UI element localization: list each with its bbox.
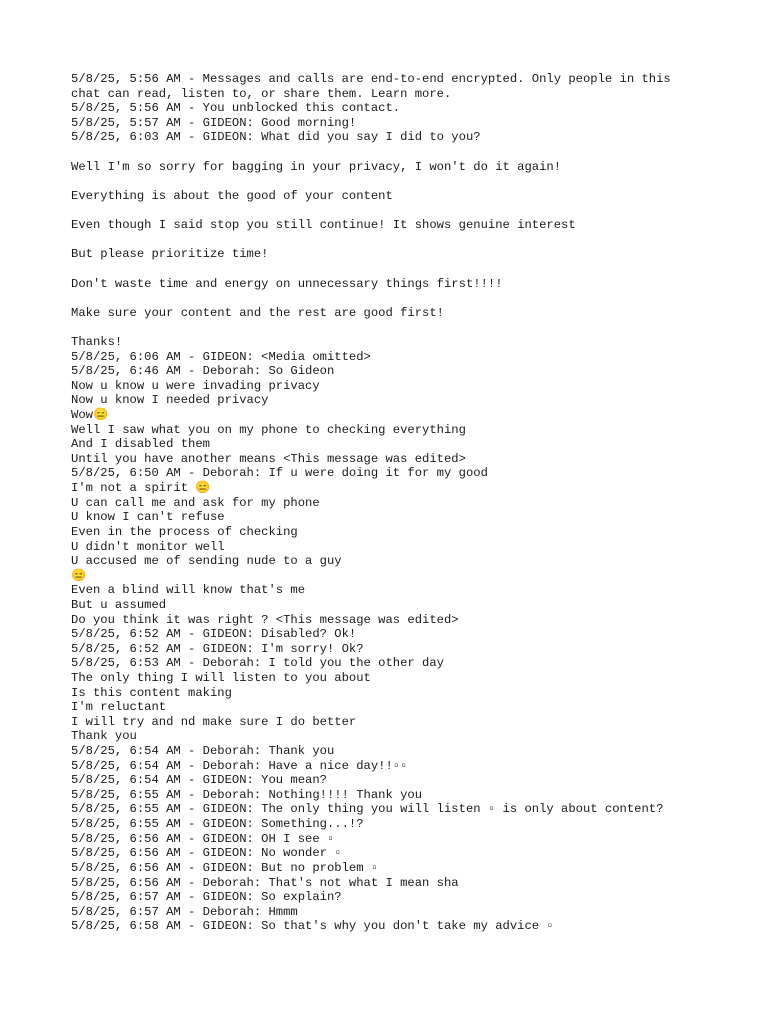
- text-line: 5/8/25, 6:56 AM - Deborah: That's not what I mean sha: [71, 875, 459, 890]
- text-line: 5/8/25, 6:46 AM - Deborah: So Gideon: [71, 364, 335, 379]
- text-line: 5/8/25, 6:54 AM - Deborah: Thank you: [71, 744, 335, 759]
- text-line: U accused me of sending nude to a guy: [71, 554, 342, 569]
- text-line: Thank you: [71, 729, 137, 744]
- text-line: I will try and nd make sure I do better: [71, 714, 357, 729]
- text-line: 5/8/25, 5:57 AM - GIDEON: Good morning!: [71, 115, 357, 130]
- text-line: 5/8/25, 6:52 AM - GIDEON: I'm sorry! Ok?: [71, 641, 364, 656]
- text-line: U didn't monitor well: [71, 539, 225, 554]
- text-line: Make sure your content and the rest are good first!: [71, 305, 444, 320]
- text-line: I'm not a spirit 😑: [71, 481, 211, 496]
- text-line: But u assumed: [71, 597, 167, 612]
- text-line: U know I can't refuse: [71, 510, 225, 525]
- text-line: Even in the process of checking: [71, 524, 298, 539]
- blank-line: [71, 233, 751, 248]
- text-line: 5/8/25, 6:53 AM - Deborah: I told you the other day: [71, 656, 444, 671]
- blank-line: [71, 203, 751, 218]
- text-line: U can call me and ask for my phone: [71, 495, 320, 510]
- text-line: Well I'm so sorry for bagging in your privacy, I won't do it again!: [71, 159, 562, 174]
- text-line: Do you think it was right ? <This message was edited>: [71, 612, 459, 627]
- text-line: The only thing I will listen to you about: [71, 670, 371, 685]
- text-line: Everything is about the good of your content: [71, 188, 393, 203]
- blank-line: [71, 262, 751, 277]
- text-line: Until you have another means <This message was edited>: [71, 451, 466, 466]
- text-line: 5/8/25, 5:56 AM - You unblocked this contact.: [71, 101, 401, 116]
- text-line: Now u know I needed privacy: [71, 393, 269, 408]
- text-line: 5/8/25, 6:56 AM - GIDEON: No wonder ▫: [71, 846, 342, 861]
- text-line: chat can read, listen to, or share them. Learn more.: [71, 86, 452, 101]
- blank-line: [71, 291, 751, 306]
- blank-line: [71, 174, 751, 189]
- text-line: 5/8/25, 6:56 AM - GIDEON: OH I see ▫: [71, 831, 335, 846]
- text-line: 5/8/25, 6:54 AM - Deborah: Have a nice day!!▫▫: [71, 758, 408, 773]
- text-line: 5/8/25, 6:52 AM - GIDEON: Disabled? Ok!: [71, 627, 357, 642]
- text-line: Wow😑: [71, 408, 109, 423]
- text-line: I'm reluctant: [71, 700, 167, 715]
- text-line: 5/8/25, 6:54 AM - GIDEON: You mean?: [71, 773, 327, 788]
- text-line: 5/8/25, 6:50 AM - Deborah: If u were doing it for my good: [71, 466, 488, 481]
- text-line: Is this content making: [71, 685, 232, 700]
- text-line: 5/8/25, 6:57 AM - GIDEON: So explain?: [71, 890, 342, 905]
- text-line: 5/8/25, 6:55 AM - GIDEON: The only thing you will listen ▫ is only about content?: [71, 802, 664, 817]
- text-line: 5/8/25, 6:58 AM - GIDEON: So that's why you don't take my advice ▫: [71, 919, 554, 934]
- text-line: Thanks!: [71, 334, 123, 349]
- text-line: 5/8/25, 6:57 AM - Deborah: Hmmm: [71, 904, 298, 919]
- text-line: Now u know u were invading privacy: [71, 378, 320, 393]
- text-line: 5/8/25, 6:55 AM - GIDEON: Something...!?: [71, 817, 364, 832]
- text-line: 5/8/25, 6:55 AM - Deborah: Nothing!!!! Thank you: [71, 787, 423, 802]
- text-line: And I disabled them: [71, 437, 210, 452]
- text-line: Well I saw what you on my phone to checking everything: [71, 422, 466, 437]
- text-line: Even a blind will know that's me: [71, 583, 306, 598]
- text-line: But please prioritize time!: [71, 247, 269, 262]
- text-line: Even though I said stop you still continue! It shows genuine interest: [71, 218, 576, 233]
- blank-line: [71, 145, 751, 160]
- text-line: 5/8/25, 6:56 AM - GIDEON: But no problem ▫: [71, 860, 379, 875]
- text-line: 😑: [71, 568, 87, 583]
- text-line: 5/8/25, 5:56 AM - Messages and calls are end-to-end encrypted. Only people in this: [71, 72, 671, 86]
- chat-export-text: [71, 72, 751, 934]
- text-line: 5/8/25, 6:03 AM - GIDEON: What did you say I did to you?: [71, 130, 481, 145]
- text-line: 5/8/25, 6:06 AM - GIDEON: <Media omitted>: [71, 349, 371, 364]
- text-line: Don't waste time and energy on unnecessary things first!!!!: [71, 276, 503, 291]
- blank-line: [71, 320, 751, 335]
